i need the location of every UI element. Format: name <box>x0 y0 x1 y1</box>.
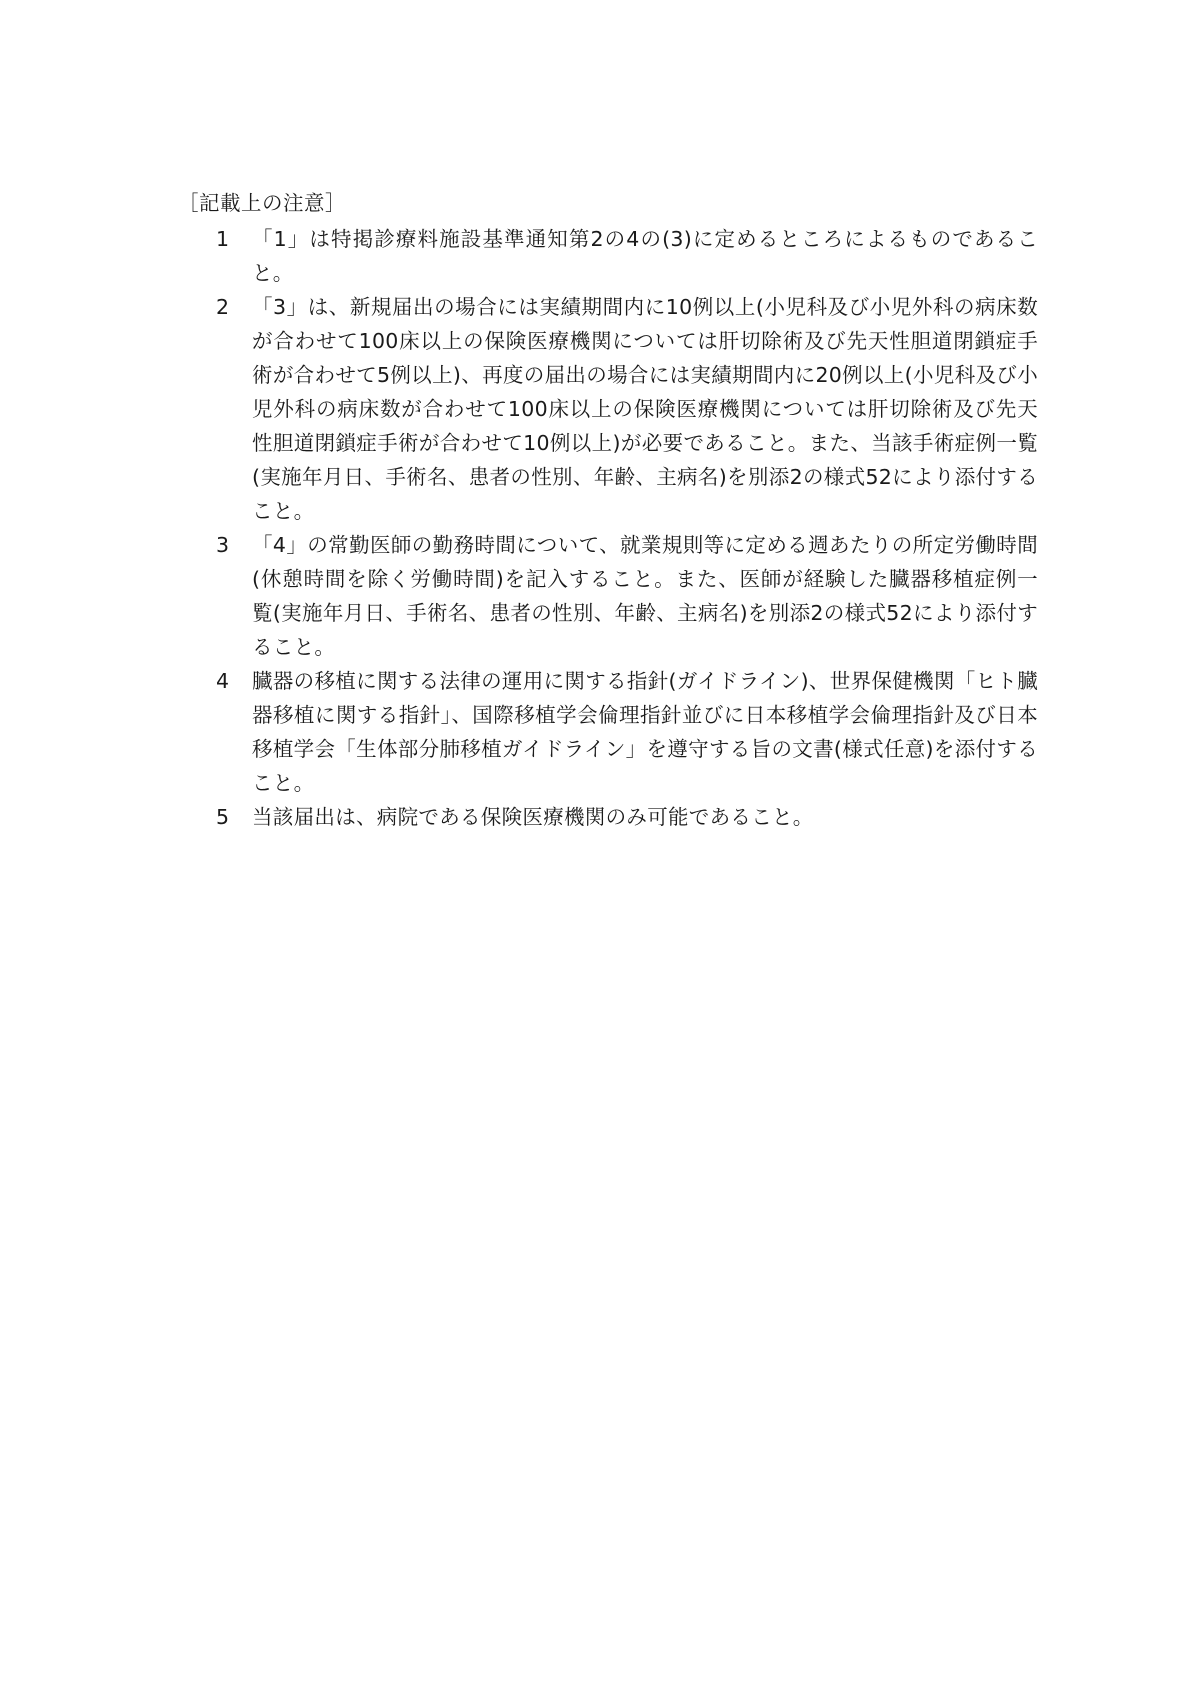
note-text: 「4」の常勤医師の勤務時間について、就業規則等に定める週あたりの所定労働時間(休憩時間を除く労働時間)を記入すること。また、医師が経験した臓器移植症例一覧(実施年月日、手術名、患者の性別、年齢、主病名)を別添2の様式52により添付すること。 <box>252 533 1038 659</box>
note-item-1 <box>216 222 1038 290</box>
notes-section <box>178 186 1038 834</box>
note-number: 5 <box>216 805 230 829</box>
note-text: 「3」は、新規届出の場合には実績期間内に10例以上(小児科及び小児外科の病床数が合わせて100床以上の保険医療機関については肝切除術及び先天性胆道閉鎖症手術が合わせて5例以上)、再度の届出の場合には実績期間内に20例以上(小児科及び小児外科の病床数が合わせて100床以上の保険医療機関については肝切除術及び先天性胆道閉鎖症手術が合わせて10例以上)が必要であること。また、当該手術症例一覧(実施年月日、手術名、患者の性別、年齢、主病名)を別添2の様式52により添付すること。 <box>252 295 1038 523</box>
note-number: 1 <box>216 227 230 251</box>
note-number: 3 <box>216 533 230 557</box>
notes-list <box>178 222 1038 834</box>
note-text: 「1」は特掲診療料施設基準通知第2の4の(3)に定めるところによるものであること。 <box>252 227 1038 285</box>
note-item-4 <box>216 664 1038 800</box>
note-item-3 <box>216 528 1038 664</box>
note-item-5 <box>216 800 1038 834</box>
note-text: 当該届出は、病院である保険医療機関のみ可能であること。 <box>252 805 814 829</box>
note-item-2 <box>216 290 1038 528</box>
notes-heading: ［記載上の注意］ <box>178 191 346 215</box>
note-text: 臓器の移植に関する法律の運用に関する指針(ガイドライン)、世界保健機関「ヒト臓器移植に関する指針」、国際移植学会倫理指針並びに日本移植学会倫理指針及び日本移植学会「生体部分肺移植ガイドライン」を遵守する旨の文書(様式任意)を添付すること。 <box>252 669 1038 795</box>
note-number: 4 <box>216 669 230 693</box>
note-number: 2 <box>216 295 230 319</box>
